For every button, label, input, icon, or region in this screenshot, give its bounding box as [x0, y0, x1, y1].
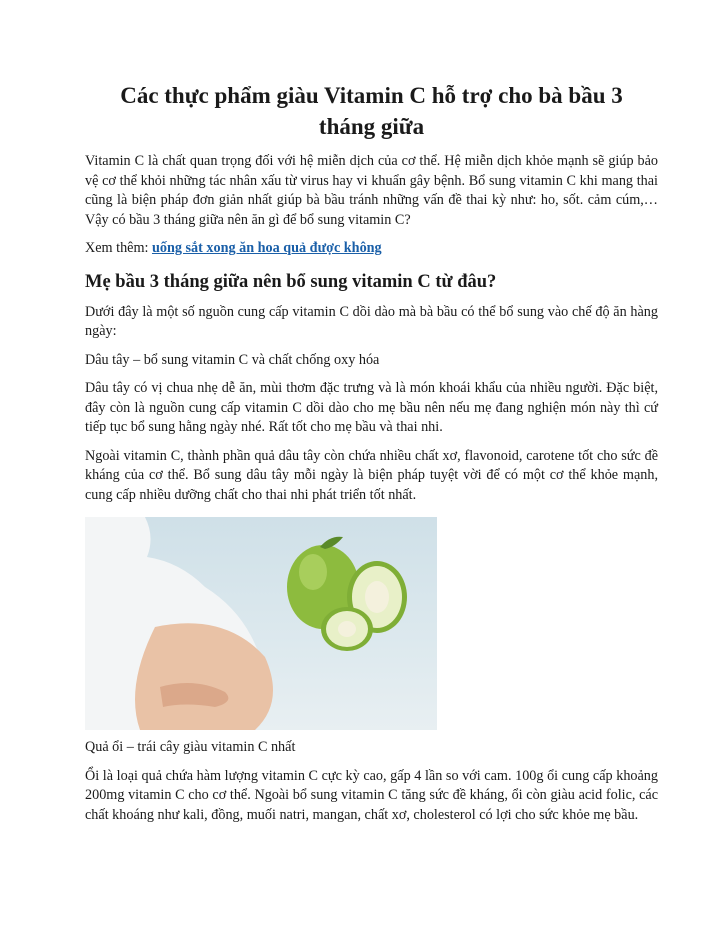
guava-caption: Quả ổi – trái cây giàu vitamin C nhất: [85, 739, 296, 755]
document-title: Các thực phẩm giàu Vitamin C hỗ trợ cho bà bầu 3 tháng giữa: [120, 83, 623, 139]
strawberry-paragraph-1: Dâu tây có vị chua nhẹ dễ ăn, mùi thơm đặc trưng và là món khoái khẩu của nhiều người. Đặc biệt, đây còn là nguồn cung cấp vitamin C dồi dào cho mẹ bầu nên nếu mẹ đang nghiện món này thì cứ tiếp tục bổ sung hằng ngày nhé. Rất tốt cho mẹ bầu và thai nhi.: [85, 380, 658, 435]
strawberry-paragraph-2: Ngoài vitamin C, thành phần quả dâu tây còn chứa nhiều chất xơ, flavonoid, carotene tốt cho sức đề kháng của cơ thể. Bổ sung dâu tây mỗi ngày là biện pháp tuyệt vời để có một cơ thể khỏe mạnh, cung cấp nhiều dưỡng chất cho thai nhi phát triển tốt nhất.: [85, 447, 658, 503]
guava-highlight: [299, 554, 327, 590]
section-intro-paragraph: Dưới đây là một số nguồn cung cấp vitamin C dồi dào mà bà bầu có thể bổ sung vào chế độ ăn hàng ngày:: [85, 303, 658, 339]
illustration: [85, 517, 437, 730]
strawberry-heading: Dâu tây – bổ sung vitamin C và chất chống oxy hóa: [85, 351, 380, 368]
see-also-link[interactable]: uống sắt xong ăn hoa quả được không: [151, 240, 382, 256]
section-heading: Mẹ bầu 3 tháng giữa nên bổ sung vitamin C từ đâu?: [85, 271, 497, 292]
guava-core-front: [338, 621, 356, 637]
see-also-line: [85, 239, 658, 259]
intro-paragraph: Vitamin C là chất quan trọng đối với hệ miễn dịch của cơ thể. Hệ miễn dịch khỏe mạnh sẽ giúp bảo vệ cơ thể khỏi những tác nhân xấu từ virus hay vi khuẩn gây bệnh. Bổ sung vitamin C khi mang thai cũng là biện pháp đơn giản nhất giúp bà bầu tránh những vấn đề thai kỳ như: ho, sốt. cảm cúm,…Vậy có bầu 3 tháng giữa nên ăn gì để bổ sung vitamin C?: [85, 153, 658, 228]
pregnant-woman-guava-image: [85, 517, 437, 730]
guava-paragraph-1: Ổi là loại quả chứa hàm lượng vitamin C cực kỳ cao, gấp 4 lần so với cam. 100g ổi cung cấp khoảng 200mg vitamin C cho cơ thể. Ngoài bổ sung vitamin C tăng sức đề kháng, ổi còn giàu acid folic, các chất khoáng như kali, đồng, muối natri, mangan, chất xơ, cholesterol có lợi cho sức khỏe mẹ bầu.: [85, 767, 658, 823]
see-also-prefix: Xem thêm:: [85, 240, 152, 256]
guava-core-right: [365, 581, 389, 613]
